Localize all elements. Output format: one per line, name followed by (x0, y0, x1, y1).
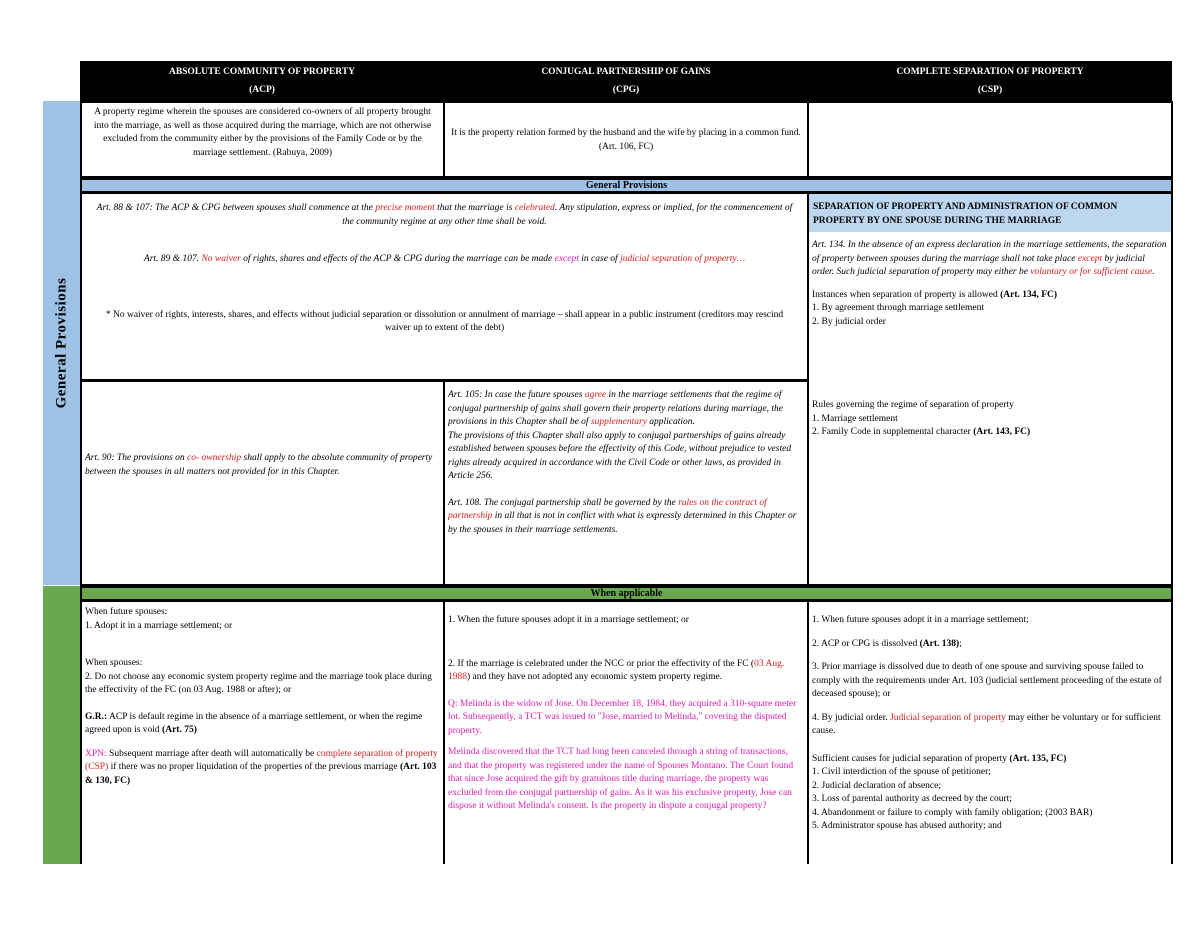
csp-causes-title: Sufficient causes for judicial separation of property (Art. 135, FC) (812, 753, 1067, 764)
applicable-cpg (443, 600, 809, 864)
csp-provisions (807, 192, 1173, 586)
cpg-item-2: 2. If the marriage is celebrated under the NCC or prior the effectivity of the FC (03 Aug. 1988) and they have not adopted any economic system property regime. (448, 658, 785, 682)
art108-paragraph: Art. 108. The conjugal partnership shall be governed by the rules on the contract of partnership in all that is not in conflict with what is expressly determined in this Chapter or by the spouses in their marriage settlements. (448, 497, 797, 535)
csp-instance-2: 2. By judicial order (812, 316, 886, 327)
csp-cause-3: 3. Loss of parental authority as decreed by the court; (812, 794, 1012, 804)
header-csp (808, 61, 1172, 101)
art105-paragraph: Art. 105: In case the future spouses agree in the marriage settlements that the regime of conjugal partnership of gains shall govern their property relations during marriage, the provisions in this Chapter shall be of supplementary application. (448, 390, 783, 427)
waiver-note: * No waiver of rights, interests, shares, and effects without judicial separation or dissolution or annulment of marriage – shall appear in a public instrument (creditors may rescind waiver up to extent of the debt) (105, 309, 784, 333)
band-general-label: General Provisions (585, 180, 668, 191)
header-cpg-title: CONJUGAL PARTNERSHIP OF GAINS (541, 67, 711, 77)
definition-acp-text: A property regime wherein the spouses are considered co-owners of all property brought into the marriage, as well as those acquired during the marriage, which are not otherwise excluded from the community either by the provisions of the Family Code or by the marriage settlement. (Rabuya, 2009) (93, 107, 432, 158)
applicable-csp (807, 600, 1173, 864)
acp-item-2: 2. Do not choose any economic system property regime and the marriage took place during the effectivity of the FC (on 03 Aug. 1988 or after); or (85, 671, 432, 695)
csp-app-item-3: 3. Prior marriage is dissolved due to death of one spouse and surviving spouse failed to comply with the requirements under Art. 103 (judicial settlement proceeding of the estate of deceased spouse); or (812, 662, 1162, 699)
cpg-question-2: Melinda discovered that the TCT had long been canceled through a string of transactions, and that the property was registered under the name of Spouses Montano. The Court found that since Jose acquired the gift by gratuitous title during marriage, the property was excluded from the conjugal partnership of gains. As it was his exclusive property, Jose can dispose it without Melinda's consent. Is the property in dispute a conjugal property? (448, 747, 794, 811)
header-acp (80, 61, 444, 101)
acp-exception: XPN: Subsequent marriage after death will automatically be complete separation of property (CSP) if there was no proper liquidation of the properties of the previous marriage (Art. 103 & 130, FC) (85, 748, 438, 786)
csp-cause-2: 2. Judicial declaration of absence; (812, 780, 941, 791)
csp-cause-5: 5. Administrator spouse has abused authority; and (812, 821, 1002, 831)
definition-cpg (443, 101, 809, 178)
art90-paragraph: Art. 90: The provisions on co- ownership shall apply to the absolute community of property between the spouses in all matters not provided for in this Chapter. (85, 453, 433, 477)
csp-instance-1: 1. By agreement through marriage settlement (812, 303, 984, 313)
header-cpg-abbr: (CPG) (612, 85, 640, 95)
csp-rules-1: 1. Marriage settlement (812, 413, 898, 424)
side-bar-green (43, 586, 80, 864)
art90-cell (80, 380, 445, 586)
csp-cause-4: 4. Abandonment or failure to comply with family obligation; (2003 BAR) (812, 807, 1093, 818)
csp-rules-2: 2. Family Code in supplemental character (Art. 143, FC) (812, 427, 1031, 437)
band-applicable-label: When applicable (590, 588, 663, 599)
art105-paragraph-2: The provisions of this Chapter shall also apply to conjugal partnerships of gains already established between spouses before the effectivity of this Code, without prejudice to vested rights already acquired in accordance with the Civil Code or other laws, as provided in Article 256. (448, 430, 792, 481)
cpg-item-1: 1. When the future spouses adopt it in a marriage settlement; or (448, 615, 689, 625)
band-general-provisions (80, 178, 1173, 193)
definition-csp (807, 101, 1173, 178)
definition-acp (80, 101, 445, 178)
art89-paragraph: Art. 89 & 107. No waiver of rights, shares and effects of the ACP & CPG during the marriage can be made except in case of judicial separation of property… (143, 254, 746, 264)
header-acp-title: ABSOLUTE COMMUNITY OF PROPERTY (168, 67, 356, 77)
definition-cpg-text: It is the property relation formed by the husband and the wife by placing in a common fund. (Art. 106, FC) (451, 128, 801, 152)
csp-heading: SEPARATION OF PROPERTY AND ADMINISTRATION OF COMMON PROPERTY BY ONE SPOUSE DURING THE MARRIAGE (809, 194, 1171, 232)
csp-rules-title: Rules governing the regime of separation of property (812, 400, 1014, 410)
acp-item-1: 1. Adopt it in a marriage settlement; or (85, 620, 233, 631)
header-acp-abbr: (ACP) (249, 85, 275, 95)
art105-cell (443, 380, 809, 586)
csp-app-item-4: 4. By judicial order. Judicial separation of property may either be voluntary or for sufficient cause. (812, 712, 1161, 736)
acp-spouses-label: When spouses: (85, 658, 143, 668)
art134-paragraph: Art. 134. In the absence of an express declaration in the marriage settlements, the separation of property between spouses during the marriage shall not take place except by judicial order. Such judicial separation of property may either be voluntary or for sufficient cause. (812, 240, 1167, 277)
shared-provisions (80, 192, 809, 381)
art88-paragraph: Art. 88 & 107: The ACP & CPG between spouses shall commence at the precise moment that the marriage is celebrated. Any stipulation, express or implied, for the commencement of the community regime at any other time shall be void. (96, 203, 793, 227)
header-csp-title: COMPLETE SEPARATION OF PROPERTY (896, 67, 1084, 77)
acp-future-label: When future spouses: (85, 607, 168, 617)
side-label: General Provisions (53, 277, 69, 409)
csp-app-item-1: 1. When future spouses adopt it in a marriage settlement; (812, 615, 1029, 625)
header-csp-abbr: (CSP) (977, 85, 1003, 95)
csp-instances-title: Instances when separation of property is allowed (Art. 134, FC) (812, 289, 1058, 300)
band-when-applicable (80, 586, 1173, 601)
csp-cause-1: 1. Civil interdiction of the spouse of petitioner; (812, 767, 991, 777)
cpg-question-1: Q: Melinda is the widow of Jose. On December 18, 1984, they acquired a 310-square meter lot. Subsequently, a TCT was issued to "Jose, married to Melinda," covering the disputed property. (448, 698, 797, 736)
acp-general-rule: G.R.: ACP is default regime in the absence of a marriage settlement, or when the regime agreed upon is void (Art. 75) (85, 711, 423, 735)
header-cpg (444, 61, 808, 101)
csp-app-item-2: 2. ACP or CPG is dissolved (Art. 138); (812, 638, 962, 649)
applicable-acp (80, 600, 445, 864)
